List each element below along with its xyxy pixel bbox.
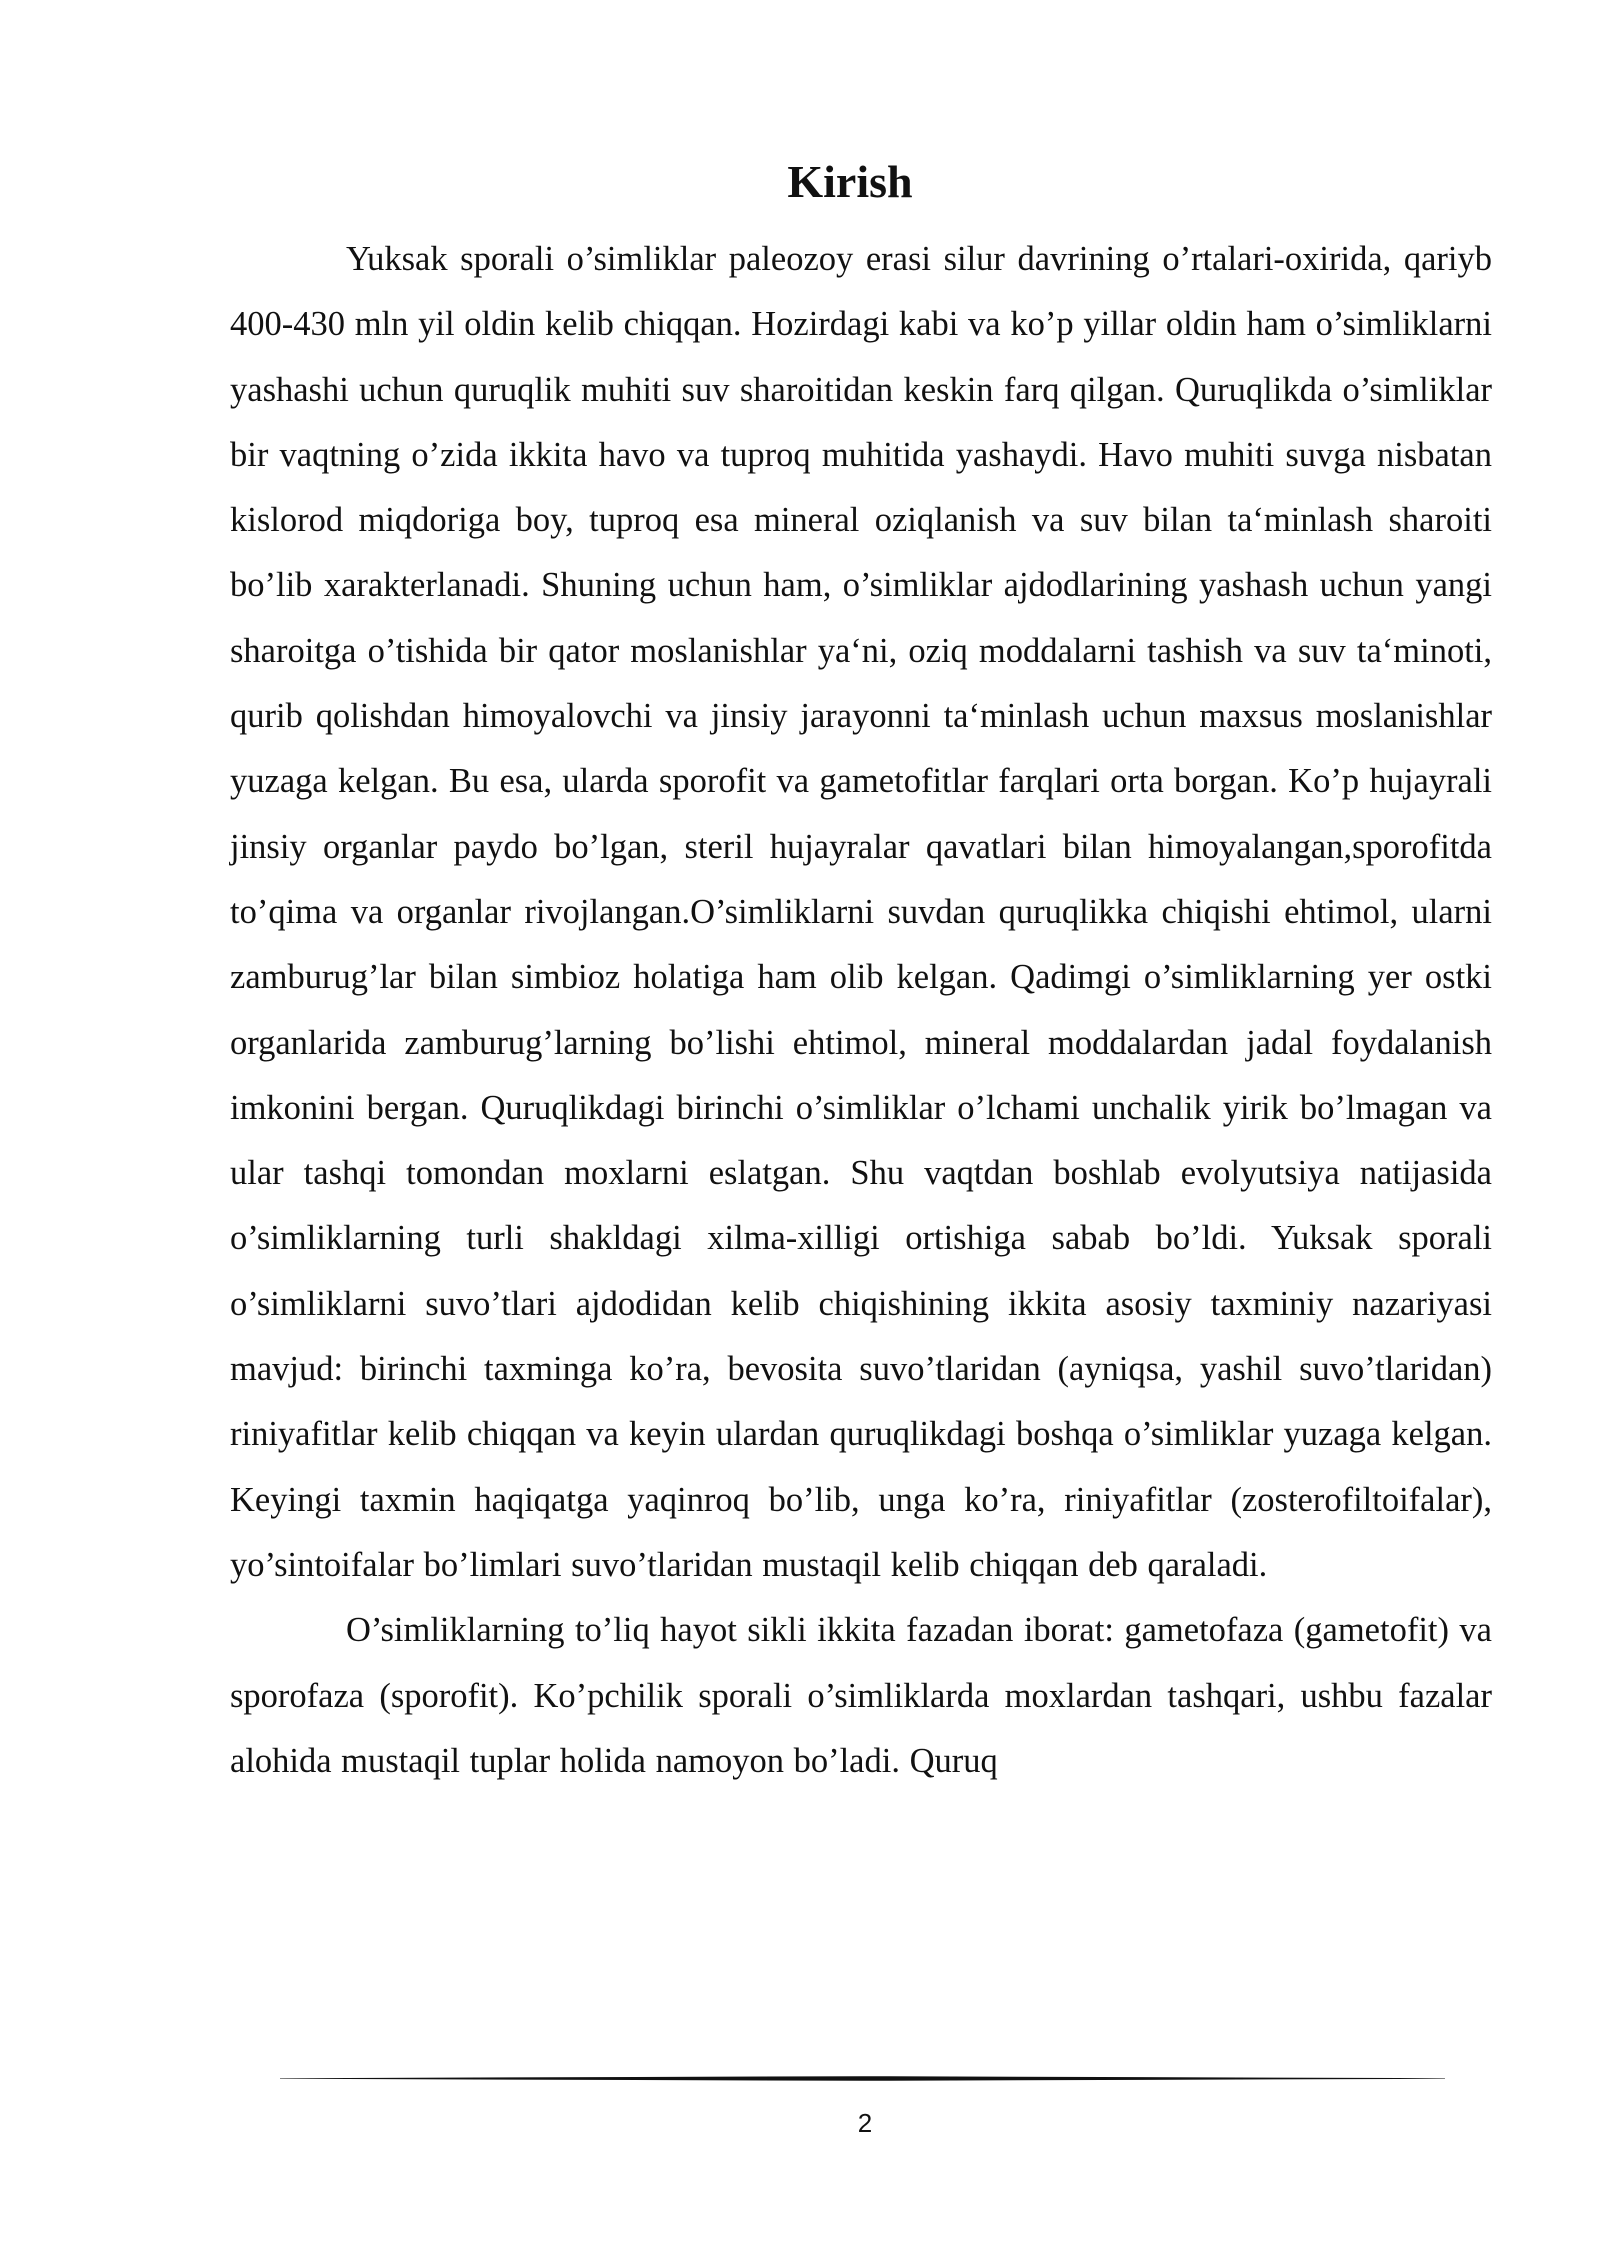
- paragraph-2: O’simliklarning to’liq hayot sikli ikkita fazadan iborat: gametofaza (gametofit) va sporofaza (sporofit). Ko’pchilik sporali o’simliklarda moxlardan tashqari, ushbu fazalar alohida mustaqil tuplar holida namoyon bo’ladi. Quruq: [230, 1611, 1492, 1780]
- page-number: 2: [857, 2108, 873, 2138]
- footer-divider: [280, 2072, 1445, 2086]
- body-text: [230, 227, 1492, 1794]
- paragraph-1: Yuksak sporali o’simliklar paleozoy erasi silur davrining o’rtalari-oxirida, qariyb 400-430 mln yil oldin kelib chiqqan. Hozirdagi kabi va ko’p yillar oldin ham o’simliklarni yashashi uchun quruqlik muhiti suv sharoitidan keskin farq qilgan. Quruqlikda o’simliklar bir vaqtning o’zida ikkita havo va tuproq muhitida yashaydi. Havo muhiti suvga nisbatan kislorod miqdoriga boy, tuproq esa mineral oziqlanish va suv bilan ta‘minlash sharoiti bo’lib xarakterlanadi. Shuning uchun ham, o’simliklar ajdodlarining yashash uchun yangi sharoitga o’tishida bir qator moslanishlar ya‘ni, oziq moddalarni tashish va suv ta‘minoti, qurib qolishdan himoyalovchi va jinsiy jarayonni ta‘minlash uchun maxsus moslanishlar yuzaga kelgan. Bu esa, ularda sporofit va gametofitlar farqlari orta borgan. Ko’p hujayrali jinsiy organlar paydo bo’lgan, steril hujayralar qavatlari bilan himoyalangan,sporofitda to’qima va organlar rivojlangan.O’simliklarni suvdan quruqlikka chiqishi ehtimol, ularni zamburug’lar bilan simbioz holatiga ham olib kelgan. Qadimgi o’simliklarning yer ostki organlarida zamburug’larning bo’lishi ehtimol, mineral moddalardan jadal foydalanish imkonini bergan. Quruqlikdagi birinchi o’simliklar o’lchami unchalik yirik bo’lmagan va ular tashqi tomondan moxlarni eslatgan. Shu vaqtdan boshlab evolyutsiya natijasida o’simliklarning turli shakldagi xilma-xilligi ortishiga sabab bo’ldi. Yuksak sporali o’simliklarni suvo’tlari ajdodidan kelib chiqishining ikkita asosiy taxminiy nazariyasi mavjud: birinchi taxminga ko’ra, bevosita suvo’tlaridan (ayniqsa, yashil suvo’tlaridan) riniyafitlar kelib chiqqan va keyin ulardan quruqlikdagi boshqa o’simliklar yuzaga kelgan. Keyingi taxmin haqiqatga yaqinroq bo’lib, unga ko’ra, riniyafitlar (zosterofiltoifalar), yo’sintoifalar bo’limlari suvo’tlaridan mustaqil kelib chiqqan deb qaraladi.: [230, 240, 1492, 1584]
- page-title: Kirish: [787, 156, 913, 207]
